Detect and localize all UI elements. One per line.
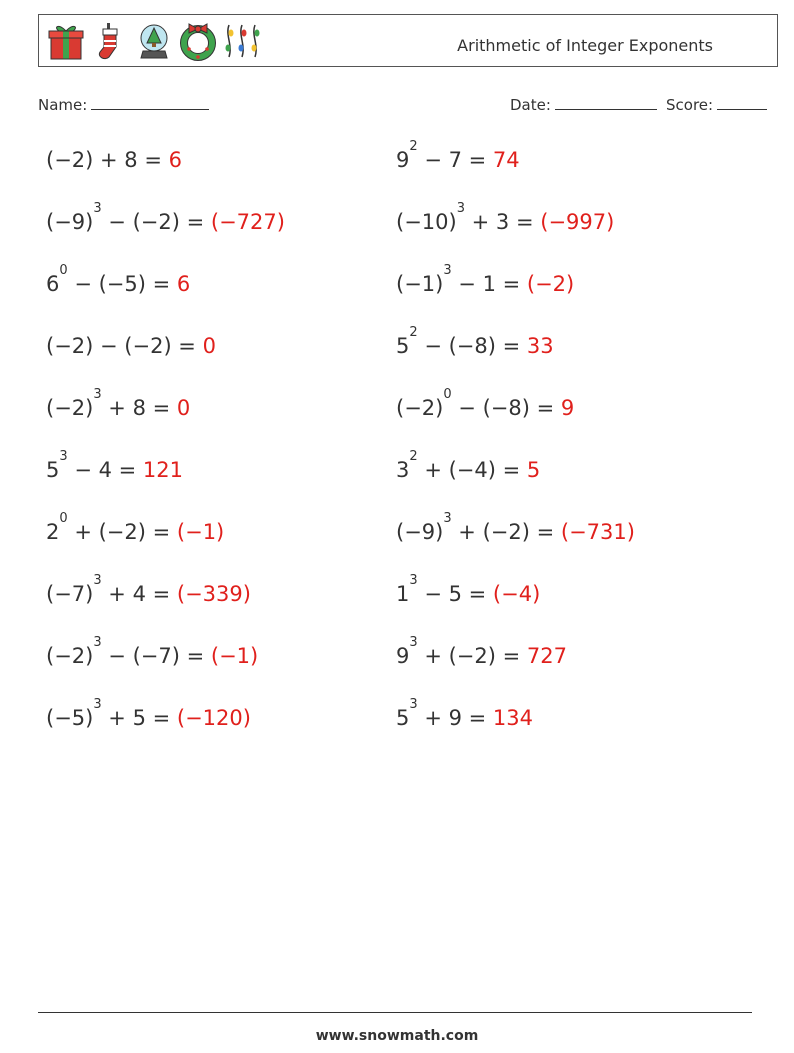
problem-expression — [46, 263, 177, 296]
christmas-lights-icon — [223, 21, 261, 61]
problem-expression — [46, 697, 177, 730]
answer: 33 — [526, 334, 554, 358]
expression-base: 9 — [396, 148, 410, 172]
expression-rest: + (−2) = — [451, 520, 561, 544]
answer: 9 — [560, 396, 575, 420]
exponent: 2 — [409, 139, 418, 154]
exponent: 3 — [443, 263, 452, 278]
exponent: 3 — [93, 697, 102, 712]
expression-rest: − 1 = — [451, 272, 527, 296]
snow-globe-icon — [135, 21, 173, 61]
answer: 6 — [168, 148, 182, 172]
problem-row — [46, 574, 766, 614]
problem-expression — [396, 139, 493, 172]
exponent: 3 — [443, 511, 452, 526]
problem-row — [46, 202, 766, 242]
expression-rest: − (−8) = — [417, 334, 527, 358]
date-blank[interactable] — [555, 93, 657, 110]
problem-expression — [396, 511, 561, 544]
problem-item — [396, 140, 520, 180]
problem-expression — [396, 573, 493, 606]
problem-item — [46, 140, 182, 180]
exponent: 0 — [443, 387, 452, 402]
problem-row — [46, 698, 766, 738]
problem-expression — [46, 573, 177, 606]
expression-base: (−2) — [396, 396, 444, 420]
problem-expression — [396, 635, 527, 668]
exponent: 0 — [59, 263, 68, 278]
problem-item — [396, 450, 540, 490]
problem-expression — [396, 449, 527, 482]
problem-row — [46, 388, 766, 428]
answer: 74 — [492, 148, 520, 172]
wreath-icon — [179, 21, 217, 61]
expression-rest: + 9 = — [417, 706, 493, 730]
name-field[interactable] — [38, 93, 209, 114]
problem-expression — [396, 263, 527, 296]
expression-base: (−9) — [46, 210, 94, 234]
expression-base: 1 — [396, 582, 410, 606]
problem-expression — [396, 697, 493, 730]
answer: 0 — [202, 334, 216, 358]
expression-text: (−2) + 8 = — [46, 148, 169, 172]
holiday-icons — [47, 21, 261, 61]
expression-base: 6 — [46, 272, 60, 296]
expression-rest: − 4 = — [67, 458, 143, 482]
date-field[interactable] — [510, 93, 657, 114]
problem-item — [396, 388, 574, 428]
exponent: 3 — [456, 201, 465, 216]
gift-icon — [47, 21, 85, 61]
problem-item — [396, 512, 635, 552]
expression-text: (−2) − (−2) = — [46, 334, 203, 358]
exponent: 3 — [93, 573, 102, 588]
problem-row — [46, 326, 766, 366]
expression-base: (−2) — [46, 644, 94, 668]
expression-rest: + 8 = — [101, 396, 177, 420]
expression-rest: + 3 = — [464, 210, 541, 234]
problem-expression — [46, 449, 143, 482]
answer: (−120) — [176, 706, 251, 730]
answer: (−727) — [210, 210, 285, 234]
problem-item — [396, 264, 574, 304]
problem-item — [396, 636, 567, 676]
problem-item — [396, 574, 540, 614]
expression-rest: − 5 = — [417, 582, 493, 606]
expression-rest: − (−2) = — [101, 210, 211, 234]
expression-base: 2 — [46, 520, 60, 544]
student-info — [38, 93, 772, 117]
expression-base: (−10) — [396, 210, 457, 234]
answer: (−731) — [560, 520, 635, 544]
name-label: Name: — [38, 96, 88, 114]
problem-item — [46, 512, 224, 552]
expression-base: (−2) — [46, 396, 94, 420]
answer: (−1) — [176, 520, 225, 544]
problem-row — [46, 264, 766, 304]
problem-expression — [396, 325, 527, 358]
problem-row — [46, 450, 766, 490]
worksheet-header — [38, 14, 778, 67]
expression-rest: − (−7) = — [101, 644, 211, 668]
answer: (−2) — [526, 272, 575, 296]
answer: (−997) — [540, 210, 615, 234]
problem-expression — [396, 387, 561, 420]
expression-base: (−9) — [396, 520, 444, 544]
problem-item — [396, 326, 554, 366]
score-label: Score: — [666, 96, 714, 114]
expression-rest: − 7 = — [417, 148, 493, 172]
date-label: Date: — [510, 96, 551, 114]
answer: 727 — [526, 644, 567, 668]
exponent: 3 — [409, 697, 418, 712]
expression-base: 5 — [396, 706, 410, 730]
expression-base: 5 — [396, 334, 410, 358]
expression-rest: + (−2) = — [67, 520, 177, 544]
expression-base: 9 — [396, 644, 410, 668]
problem-expression — [46, 201, 211, 234]
expression-rest: − (−8) = — [451, 396, 561, 420]
answer: 0 — [176, 396, 191, 420]
score-field[interactable] — [666, 93, 767, 114]
problem-row — [46, 140, 766, 180]
answer: 121 — [142, 458, 184, 482]
exponent: 3 — [59, 449, 68, 464]
expression-base: 5 — [46, 458, 60, 482]
answer: (−1) — [210, 644, 259, 668]
problem-item — [46, 450, 183, 490]
expression-rest: + (−2) = — [417, 644, 527, 668]
problem-item — [396, 698, 533, 738]
exponent: 3 — [93, 635, 102, 650]
expression-base: (−1) — [396, 272, 444, 296]
exponent: 2 — [409, 449, 418, 464]
expression-rest: + 4 = — [101, 582, 177, 606]
problem-expression — [46, 334, 203, 358]
expression-base: (−7) — [46, 582, 94, 606]
problem-item — [46, 574, 251, 614]
problem-item — [46, 636, 258, 676]
stocking-icon — [91, 21, 129, 61]
answer: (−339) — [176, 582, 251, 606]
expression-rest: + (−4) = — [417, 458, 527, 482]
problem-item — [46, 698, 251, 738]
expression-rest: − (−5) = — [67, 272, 177, 296]
exponent: 3 — [93, 201, 102, 216]
footer-website: www.snowmath.com — [315, 1028, 479, 1044]
answer: 5 — [526, 458, 541, 482]
name-blank[interactable] — [91, 93, 209, 110]
problem-item — [396, 202, 614, 242]
footer-divider — [38, 1012, 752, 1013]
expression-base: (−5) — [46, 706, 94, 730]
worksheet-title: Arithmetic of Integer Exponents — [457, 36, 713, 55]
exponent: 3 — [409, 635, 418, 650]
answer: 6 — [176, 272, 191, 296]
problem-item — [46, 202, 285, 242]
problem-expression — [46, 511, 177, 544]
problem-item — [46, 326, 216, 366]
problem-row — [46, 512, 766, 552]
exponent: 0 — [59, 511, 68, 526]
problem-expression — [46, 635, 211, 668]
expression-rest: + 5 = — [101, 706, 177, 730]
problem-item — [46, 388, 190, 428]
expression-base: 3 — [396, 458, 410, 482]
problem-expression — [396, 201, 541, 234]
score-blank[interactable] — [717, 93, 767, 110]
exponent: 3 — [409, 573, 418, 588]
answer: 134 — [492, 706, 534, 730]
problem-row — [46, 636, 766, 676]
exponent: 3 — [93, 387, 102, 402]
answer: (−4) — [492, 582, 541, 606]
problem-item — [46, 264, 190, 304]
problem-expression — [46, 148, 169, 172]
exponent: 2 — [409, 325, 418, 340]
problem-expression — [46, 387, 177, 420]
